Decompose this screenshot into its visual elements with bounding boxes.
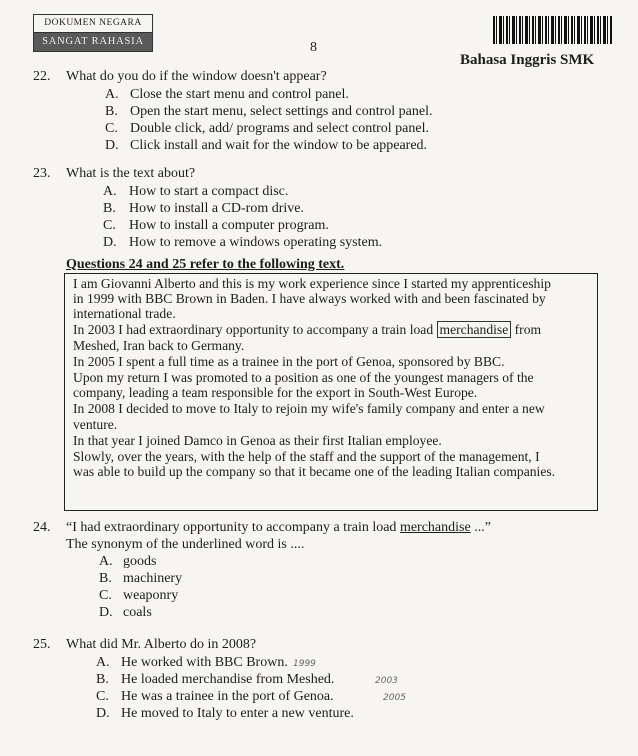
classification-box [33, 14, 153, 52]
passage-line-8: company, leading a team responsible for the export in South-West Europe. [73, 385, 478, 400]
q22-option-b: Open the start menu, select settings and control panel. [130, 104, 433, 119]
passage-line-6: In 2005 I spent a full time as a trainee in the port of Genoa, sponsored by BBC. [73, 354, 505, 369]
q24-option-d: coals [123, 605, 152, 620]
q23-number: 23. [33, 166, 51, 181]
secret-label: SANGAT RAHASIA [34, 33, 152, 51]
page-number: 8 [310, 40, 317, 55]
passage-highlight-word: merchandise [437, 321, 512, 338]
barcode-icon [493, 16, 613, 44]
q25-option-d-letter: D. [96, 706, 110, 721]
q22-option-d-letter: D. [105, 138, 119, 153]
q23-option-a: How to start a compact disc. [129, 184, 289, 199]
q25-option-d: He moved to Italy to enter a new venture. [121, 706, 354, 721]
q23-option-d-letter: D. [103, 235, 117, 250]
q23-option-b: How to install a CD-rom drive. [129, 201, 304, 216]
passage-line-12: Slowly, over the years, with the help of the staff and the support of the management, I [73, 449, 540, 464]
passage-line-4-text: In 2003 I had extraordinary opportunity to accompany a train load [73, 322, 434, 337]
q22-option-c: Double click, add/ programs and select control panel. [130, 121, 429, 136]
q23-option-d: How to remove a windows operating system. [129, 235, 383, 250]
q24-quote [66, 520, 491, 536]
q24-quote-after: ...” [470, 520, 491, 535]
passage-heading: Questions 24 and 25 refer to the following text. [66, 257, 345, 272]
passage-line-4 [73, 322, 541, 337]
q25-option-c-letter: C. [96, 689, 109, 704]
q25-option-a: He worked with BBC Brown. [121, 655, 288, 670]
q22-number: 22. [33, 69, 51, 84]
q23-question: What is the text about? [66, 166, 196, 181]
passage-line-5: Meshed, Iran back to Germany. [73, 338, 245, 353]
q23-option-b-letter: B. [103, 201, 116, 216]
subject-title: Bahasa Inggris SMK [460, 52, 595, 68]
q24-underlined-word: merchandise [399, 520, 471, 535]
q24-option-b: machinery [123, 571, 183, 586]
passage-line-2: in 1999 with BBC Brown in Baden. I have always worked with and been fascinated by [73, 291, 546, 306]
q24-option-d-letter: D. [99, 605, 113, 620]
q22-option-b-letter: B. [105, 104, 118, 119]
q24-number: 24. [33, 520, 51, 535]
passage-line-7: Upon my return I was promoted to a position as one of the youngest managers of the [73, 370, 534, 385]
q25-option-b-letter: B. [96, 672, 109, 687]
q24-option-c-letter: C. [99, 588, 112, 603]
q24-option-b-letter: B. [99, 571, 112, 586]
q23-option-a-letter: A. [103, 184, 117, 199]
q24-question: The synonym of the underlined word is .... [66, 537, 305, 552]
passage-line-11: In that year I joined Damco in Genoa as their first Italian employee. [73, 433, 442, 448]
q24-option-a: goods [123, 554, 157, 569]
handwritten-note-2: 2003 [375, 676, 398, 686]
passage-line-3: international trade. [73, 306, 176, 321]
handwritten-note-3: 2005 [383, 693, 406, 703]
q25-number: 25. [33, 637, 51, 652]
q23-option-c-letter: C. [103, 218, 116, 233]
q25-option-a-letter: A. [96, 655, 110, 670]
q25-question: What did Mr. Alberto do in 2008? [66, 637, 257, 652]
q23-option-c: How to install a computer program. [129, 218, 329, 233]
q22-option-d: Click install and wait for the window to be appeared. [130, 138, 428, 153]
passage-line-4-end: from [514, 322, 542, 337]
q25-option-c: He was a trainee in the port of Genoa. [121, 689, 334, 704]
q22-option-c-letter: C. [105, 121, 118, 136]
passage-line-10: venture. [73, 417, 118, 432]
passage-line-1: I am Giovanni Alberto and this is my work experience since I started my apprenticeship [73, 276, 551, 291]
handwritten-note-1: 1999 [293, 659, 316, 669]
doc-label: DOKUMEN NEGARA [34, 15, 152, 33]
q24-quote-before: “I had extraordinary opportunity to accompany a train load [66, 520, 400, 535]
q22-option-a: Close the start menu and control panel. [130, 87, 349, 102]
q22-option-a-letter: A. [105, 87, 119, 102]
q22-question: What do you do if the window doesn't appear? [66, 69, 327, 84]
q24-option-a-letter: A. [99, 554, 113, 569]
passage-line-13: was able to build up the company so that it became one of the leading Italian companies. [73, 464, 556, 479]
q25-option-b: He loaded merchandise from Meshed. [121, 672, 335, 687]
q24-option-c: weaponry [123, 588, 179, 603]
passage-line-9: In 2008 I decided to move to Italy to rejoin my wife's family company and enter a new [73, 401, 545, 416]
